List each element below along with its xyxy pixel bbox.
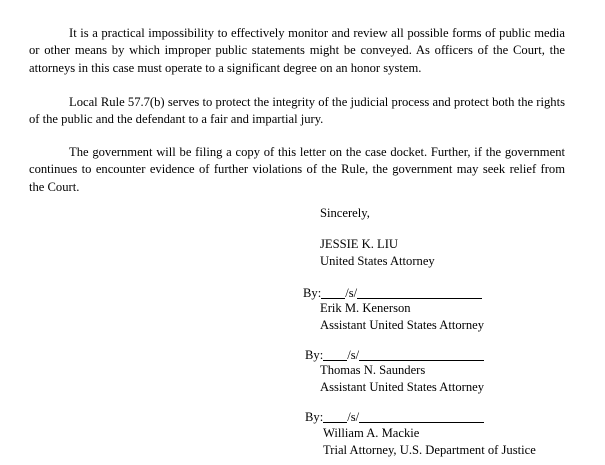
by-label: By: — [305, 410, 324, 424]
body-paragraph-3: The government will be filing a copy of this letter on the case docket. Further, if the government continues to encounter evidence of further violations of the Rule, the government may seek relief from the Court. — [29, 145, 565, 194]
signature-line — [305, 409, 484, 426]
signature-rule-right — [359, 410, 484, 423]
by-label: By: — [303, 286, 322, 300]
signature-mark: /s/ — [347, 410, 360, 424]
attorney-title: Trial Attorney, U.S. Department of Justice — [323, 443, 536, 457]
attorney-title: Assistant United States Attorney — [320, 318, 485, 332]
attorney-name: William A. Mackie — [323, 426, 420, 440]
closing: Sincerely, — [320, 206, 370, 220]
signature-rule-left — [323, 348, 347, 361]
body-paragraph-2: Local Rule 57.7(b) serves to protect the integrity of the judicial process and protect both the rights of the public and the defendant to a fair and impartial jury. — [29, 95, 565, 127]
attorney-name: Thomas N. Saunders — [320, 363, 426, 377]
signature-mark: /s/ — [347, 348, 360, 362]
signature-mark: /s/ — [345, 286, 358, 300]
by-label: By: — [305, 348, 324, 362]
attorney-name: Erik M. Kenerson — [320, 301, 411, 315]
signature-rule-left — [323, 410, 347, 423]
body-paragraph-1: It is a practical impossibility to effectively monitor and review all possible forms of public media or other means by which improper public statements might be conveyed. As officers of the Court, the attorneys in this case must operate to a significant degree on an honor system. — [29, 26, 565, 75]
attorney-title: Assistant United States Attorney — [320, 380, 485, 394]
signature-rule-right — [359, 348, 484, 361]
signer-title: United States Attorney — [320, 254, 435, 268]
signature-rule-left — [321, 286, 345, 299]
signature-rule-right — [357, 286, 482, 299]
signer-name: JESSIE K. LIU — [320, 237, 399, 251]
